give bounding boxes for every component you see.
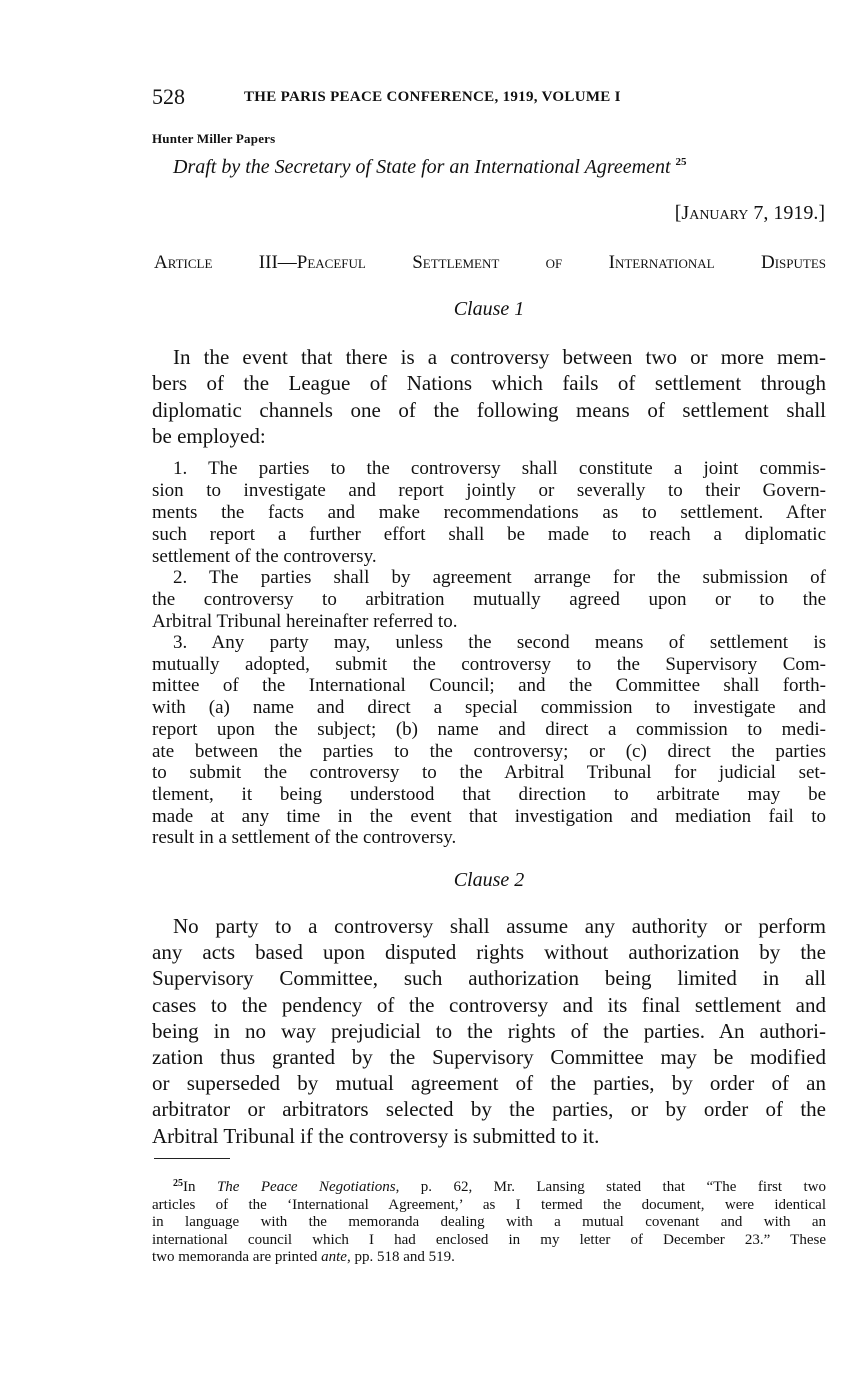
text-line: settlement of the controversy.	[152, 546, 377, 567]
document-title-text: Draft by the Secretary of State for an International Agreement	[173, 156, 671, 178]
text-line: zation thus granted by the Supervisory Committee may be modified	[152, 1045, 826, 1070]
footnote-reference: 25	[675, 156, 687, 168]
footnote-text: two memoranda are printed	[152, 1249, 322, 1266]
text-line: any acts based upon disputed rights without authorization by the	[152, 940, 826, 965]
footnote-text: , p. 62, Mr. Lansing stated that “The first two	[395, 1179, 827, 1195]
text-line: bers of the League of Nations which fails of settlement through	[152, 371, 826, 396]
clause-1-item-1	[152, 458, 826, 568]
text-line: arbitrator or arbitrators selected by the parties, or by order of the	[152, 1097, 826, 1122]
text-line: mittee of the International Council; and the Committee shall forth-	[152, 675, 826, 697]
footnote-line: in language with the memoranda dealing with a mutual covenant and with an	[152, 1214, 826, 1231]
text-line: such report a further effort shall be made to reach a diplomatic	[152, 524, 826, 545]
text-line: No party to a controversy shall assume any authority or perform	[173, 914, 826, 938]
text-line: Arbitral Tribunal if the controversy is submitted to it.	[152, 1123, 600, 1148]
text-line: result in a settlement of the controversy.	[152, 827, 457, 849]
clause-1-intro	[152, 344, 826, 450]
text-line: 3. Any party may, unless the second means of settlement is	[173, 632, 826, 653]
footnote-line: articles of the ‘International Agreement,’ as I termed the document, were identical	[152, 1196, 826, 1213]
document-title	[173, 156, 687, 179]
text-line: sion to investigate and report jointly or severally to their Govern-	[152, 480, 826, 501]
text-line: report upon the subject; (b) name and direct a commission to medi-	[152, 718, 826, 740]
footnote	[152, 1175, 826, 1267]
text-line: 1. The parties to the controversy shall constitute a joint commis-	[173, 458, 826, 479]
text-line: or superseded by mutual agreement of the parties, by order of an	[152, 1071, 826, 1096]
clause-1-item-3	[152, 632, 826, 849]
running-head	[152, 84, 832, 114]
text-line: mutually adopted, submit the controversy to the Supervisory Com-	[152, 653, 826, 675]
text-line: made at any time in the event that investigation and mediation fail to	[152, 805, 826, 827]
running-title: THE PARIS PEACE CONFERENCE, 1919, VOLUME I	[244, 89, 621, 105]
footnote-text: In	[183, 1179, 217, 1195]
clause-2-heading: Clause 2	[453, 869, 525, 891]
footnote-marker: 25	[173, 1178, 183, 1189]
text-line: with (a) name and direct a special commission to investigate and	[152, 697, 826, 719]
text-line: ments the facts and make recommendations as to settlement. After	[152, 502, 826, 523]
clause-2-body	[152, 913, 826, 1149]
text-line: Arbitral Tribunal hereinafter referred to.	[152, 611, 458, 632]
text-line: ate between the parties to the controversy; or (c) direct the parties	[152, 740, 826, 762]
footnote-line	[152, 1175, 826, 1197]
text-line: be employed:	[152, 424, 266, 449]
text-line: diplomatic channels one of the following means of settlement shall	[152, 397, 826, 422]
text-line: cases to the pendency of the controversy and its final settlement and	[152, 992, 826, 1017]
footnote-line: international council which I had enclosed in my letter of December 23.” These	[152, 1231, 826, 1248]
cited-work-title: The Peace Negotiations	[216, 1179, 396, 1195]
footnote-italic: ante	[321, 1249, 347, 1266]
footnote-line	[152, 1249, 826, 1267]
collection-label: Hunter Miller Papers	[152, 131, 276, 146]
text-line: In the event that there is a controversy between two or more mem-	[173, 345, 826, 369]
text-line: tlement, it being understood that direction to arbitrate may be	[152, 783, 826, 805]
text-line: to submit the controversy to the Arbitral Tribunal for judicial set-	[152, 762, 826, 784]
page-number: 528	[152, 84, 185, 109]
clause-1-heading: Clause 1	[453, 298, 525, 320]
footnote-divider	[154, 1158, 230, 1159]
clause-1-item-2	[152, 567, 826, 633]
text-line: the controversy to arbitration mutually agreed upon or to the	[152, 589, 826, 610]
text-line: Supervisory Committee, such authorization being limited in all	[152, 966, 826, 991]
text-line: 2. The parties shall by agreement arrange for the submission of	[173, 567, 826, 588]
text-line: being in no way prejudicial to the rights of the parties. An authori-	[152, 1018, 826, 1043]
footnote-text: , pp. 518 and 519.	[346, 1249, 455, 1266]
document-date: [January 7, 1919.]	[674, 202, 825, 224]
article-heading: Article III—Peaceful Settlement of International Disputes	[154, 252, 826, 273]
